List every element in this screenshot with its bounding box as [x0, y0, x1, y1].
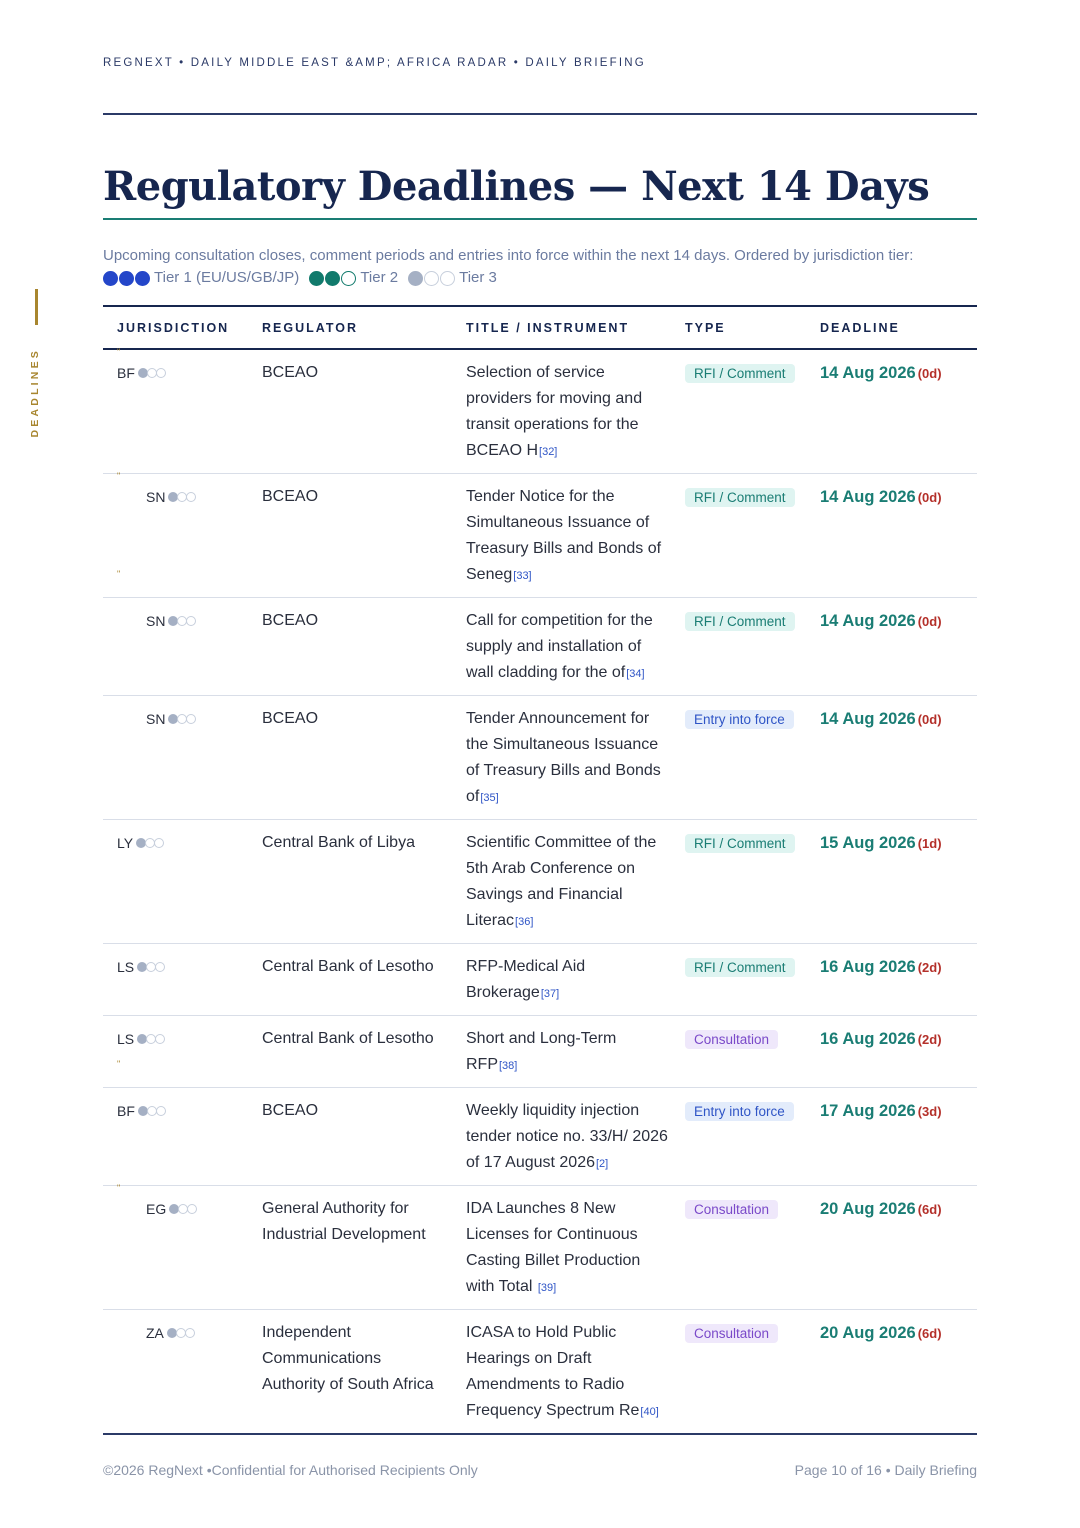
jurisdiction-code: EG [146, 1201, 167, 1217]
col-header-regulator: REGULATOR [248, 306, 452, 349]
jurisdiction-code: SN [146, 613, 166, 629]
cell-title [452, 598, 685, 696]
source-ref-link[interactable]: [36] [515, 916, 534, 928]
type-badge: RFI / Comment [685, 612, 795, 631]
row-marker-icon: " [117, 1183, 121, 1193]
col-header-title: TITLE / INSTRUMENT [452, 306, 685, 349]
header-divider [103, 113, 977, 115]
cell-type [685, 696, 820, 820]
cell-jurisdiction [103, 820, 248, 944]
cell-deadline [820, 1088, 977, 1186]
deadline-date: 20 Aug 2026 [820, 1200, 916, 1218]
cell-type [685, 474, 820, 598]
cell-type [685, 1186, 820, 1310]
title-divider [103, 218, 977, 220]
tier3-dots-icon [168, 1328, 195, 1338]
days-remaining: (2d) [917, 960, 942, 975]
tier-legend [103, 268, 507, 288]
table-header-row [103, 306, 977, 349]
cell-type [685, 598, 820, 696]
deadline-date: 15 Aug 2026 [820, 834, 916, 852]
instrument-title: Call for competition for the supply and installation of wall cladding for the of [466, 612, 653, 681]
tier3-dots-icon [169, 492, 196, 502]
legend-tier3 [408, 268, 497, 288]
instrument-title: ICASA to Hold Public Hearings on Draft Amendments to Radio Frequency Spectrum Re [466, 1324, 640, 1419]
cell-regulator: Central Bank of Lesotho [262, 958, 434, 975]
cell-type [685, 349, 820, 474]
footer-copyright: ©2026 RegNext •Confidential for Authorised Recipients Only [103, 1462, 478, 1478]
days-remaining: (6d) [917, 1202, 942, 1217]
instrument-title: IDA Launches 8 New Licenses for Continuous Casting Billet Production with Total [466, 1200, 641, 1295]
cell-deadline [820, 1186, 977, 1310]
row-marker-icon: " [117, 347, 121, 357]
jurisdiction-code: BF [117, 365, 135, 381]
side-section-label: DEADLINES [29, 348, 41, 438]
table-row [103, 696, 977, 820]
instrument-title: RFP-Medical Aid Brokerage [466, 958, 586, 1001]
cell-regulator: BCEAO [262, 1102, 319, 1119]
cell-title [452, 1310, 685, 1435]
days-remaining: (0d) [917, 712, 942, 727]
days-remaining: (6d) [917, 1326, 942, 1341]
source-ref-link[interactable]: [35] [480, 792, 499, 804]
deadline-date: 14 Aug 2026 [820, 710, 916, 728]
type-badge: RFI / Comment [685, 834, 795, 853]
footer-page-info: Page 10 of 16 • Daily Briefing [794, 1462, 977, 1478]
table-row [103, 1186, 977, 1310]
deadline-date: 14 Aug 2026 [820, 612, 916, 630]
instrument-title: Tender Announcement for the Simultaneous Issuance of Treasury Bills and Bonds of [466, 710, 661, 805]
type-badge: Entry into force [685, 710, 794, 729]
cell-regulator: General Authority for Industrial Development [262, 1200, 426, 1243]
source-ref-link[interactable]: [37] [540, 988, 560, 1000]
intro-text: Upcoming consultation closes, comment periods and entries into force within the next 14 days. Ordered by jurisdiction tier: [103, 247, 914, 264]
jurisdiction-code: SN [146, 489, 166, 505]
deadlines-table [103, 305, 977, 1435]
cell-regulator: BCEAO [262, 710, 319, 727]
cell-title [452, 1186, 685, 1310]
days-remaining: (0d) [917, 366, 942, 381]
col-header-type: TYPE [685, 306, 820, 349]
source-ref-link[interactable]: [32] [539, 446, 558, 458]
table-row [103, 1310, 977, 1435]
cell-regulator: Independent Communications Authority of South Africa [262, 1324, 434, 1393]
days-remaining: (1d) [917, 836, 942, 851]
type-badge: Entry into force [685, 1102, 794, 1121]
jurisdiction-code: SN [146, 711, 166, 727]
table-row [103, 944, 977, 1016]
source-ref-link[interactable]: [2] [596, 1158, 609, 1170]
legend-tier3-label: Tier 3 [459, 269, 497, 286]
jurisdiction-code: LS [117, 1031, 135, 1047]
deadline-date: 14 Aug 2026 [820, 488, 916, 506]
source-ref-link[interactable]: [38] [499, 1060, 518, 1072]
row-marker-icon: " [117, 471, 121, 481]
cell-title [452, 696, 685, 820]
tier3-dots-icon [138, 1034, 165, 1044]
legend-tier1-label: Tier 1 (EU/US/GB/JP) [154, 269, 300, 286]
cell-deadline [820, 1016, 977, 1088]
instrument-title: Weekly liquidity injection tender notice no. 33/H/ 2026 of 17 August 2026 [466, 1102, 668, 1171]
cell-title [452, 349, 685, 474]
cell-title [452, 944, 685, 1016]
legend-tier1 [103, 268, 299, 288]
instrument-title: Short and Long-Term RFP [466, 1030, 617, 1073]
cell-jurisdiction [103, 349, 248, 474]
days-remaining: (3d) [917, 1104, 942, 1119]
cell-deadline [820, 696, 977, 820]
instrument-title: Tender Notice for the Simultaneous Issuance of Treasury Bills and Bonds of Seneg [466, 488, 662, 583]
tier3-dots-icon [138, 962, 165, 972]
deadline-date: 14 Aug 2026 [820, 364, 916, 382]
tier2-dots-icon [309, 271, 356, 286]
table-row [103, 598, 977, 696]
row-marker-icon: " [117, 1059, 121, 1069]
type-badge: RFI / Comment [685, 364, 795, 383]
cell-jurisdiction [103, 471, 248, 598]
cell-regulator: Central Bank of Libya [262, 834, 415, 851]
cell-type [685, 1016, 820, 1088]
col-header-deadline: DEADLINE [820, 306, 977, 349]
cell-jurisdiction [103, 1016, 248, 1088]
cell-type [685, 820, 820, 944]
cell-deadline [820, 944, 977, 1016]
cell-deadline [820, 820, 977, 944]
cell-type [685, 1088, 820, 1186]
deadline-date: 16 Aug 2026 [820, 1030, 916, 1048]
cell-regulator: BCEAO [262, 612, 319, 629]
deadline-date: 20 Aug 2026 [820, 1324, 916, 1342]
table-row [103, 1088, 977, 1186]
cell-jurisdiction [103, 598, 248, 696]
table-row [103, 820, 977, 944]
jurisdiction-code: BF [117, 1103, 135, 1119]
cell-deadline [820, 349, 977, 474]
page-title: Regulatory Deadlines — Next 14 Days [103, 163, 930, 210]
type-badge: Consultation [685, 1030, 778, 1049]
cell-regulator: BCEAO [262, 364, 319, 381]
type-badge: Consultation [685, 1200, 778, 1219]
jurisdiction-code: ZA [146, 1325, 164, 1341]
type-badge: RFI / Comment [685, 488, 795, 507]
deadline-date: 16 Aug 2026 [820, 958, 916, 976]
cell-title [452, 1088, 685, 1186]
cell-regulator: BCEAO [262, 488, 319, 505]
cell-type [685, 1310, 820, 1435]
instrument-title: Selection of service providers for moving and transit operations for the BCEAO H [466, 364, 643, 459]
days-remaining: (0d) [917, 614, 942, 629]
instrument-title: Scientific Committee of the 5th Arab Conference on Savings and Financial Literac [466, 834, 657, 929]
source-ref-link[interactable]: [40] [640, 1406, 659, 1418]
tier3-dots-icon [169, 714, 196, 724]
tier1-dots-icon [103, 271, 150, 286]
jurisdiction-code: LS [117, 959, 135, 975]
cell-title [452, 1016, 685, 1088]
cell-jurisdiction [103, 696, 248, 820]
type-badge: RFI / Comment [685, 958, 795, 977]
cell-deadline [820, 598, 977, 696]
jurisdiction-code: LY [117, 835, 134, 851]
source-ref-link[interactable]: [39] [537, 1282, 557, 1294]
tier3-dots-icon [408, 271, 455, 286]
running-head: REGNEXT • DAILY MIDDLE EAST &AMP; AFRICA RADAR • DAILY BRIEFING [103, 57, 646, 69]
cell-deadline [820, 1310, 977, 1435]
cell-title [452, 474, 685, 598]
row-marker-icon: " [117, 569, 121, 579]
source-ref-link[interactable]: [34] [626, 668, 645, 680]
col-header-jurisdiction: JURISDICTION [103, 306, 248, 349]
side-accent-bar [35, 289, 38, 325]
table-row [103, 474, 977, 598]
cell-title [452, 820, 685, 944]
cell-jurisdiction [103, 1183, 248, 1310]
deadline-date: 17 Aug 2026 [820, 1102, 916, 1120]
source-ref-link[interactable]: [33] [513, 570, 532, 582]
type-badge: Consultation [685, 1324, 778, 1343]
table-row [103, 1016, 977, 1088]
cell-regulator: Central Bank of Lesotho [262, 1030, 434, 1047]
legend-tier2-label: Tier 2 [360, 269, 399, 286]
days-remaining: (0d) [917, 490, 942, 505]
days-remaining: (2d) [917, 1032, 942, 1047]
tier3-dots-icon [137, 838, 164, 848]
cell-deadline [820, 474, 977, 598]
legend-tier2 [309, 268, 398, 288]
table-row [103, 349, 977, 474]
cell-jurisdiction [103, 1310, 248, 1435]
cell-jurisdiction [103, 1088, 248, 1186]
tier3-dots-icon [139, 368, 166, 378]
tier3-dots-icon [169, 616, 196, 626]
cell-jurisdiction [103, 944, 248, 1016]
cell-type [685, 944, 820, 1016]
tier3-dots-icon [139, 1106, 166, 1116]
tier3-dots-icon [170, 1204, 197, 1214]
